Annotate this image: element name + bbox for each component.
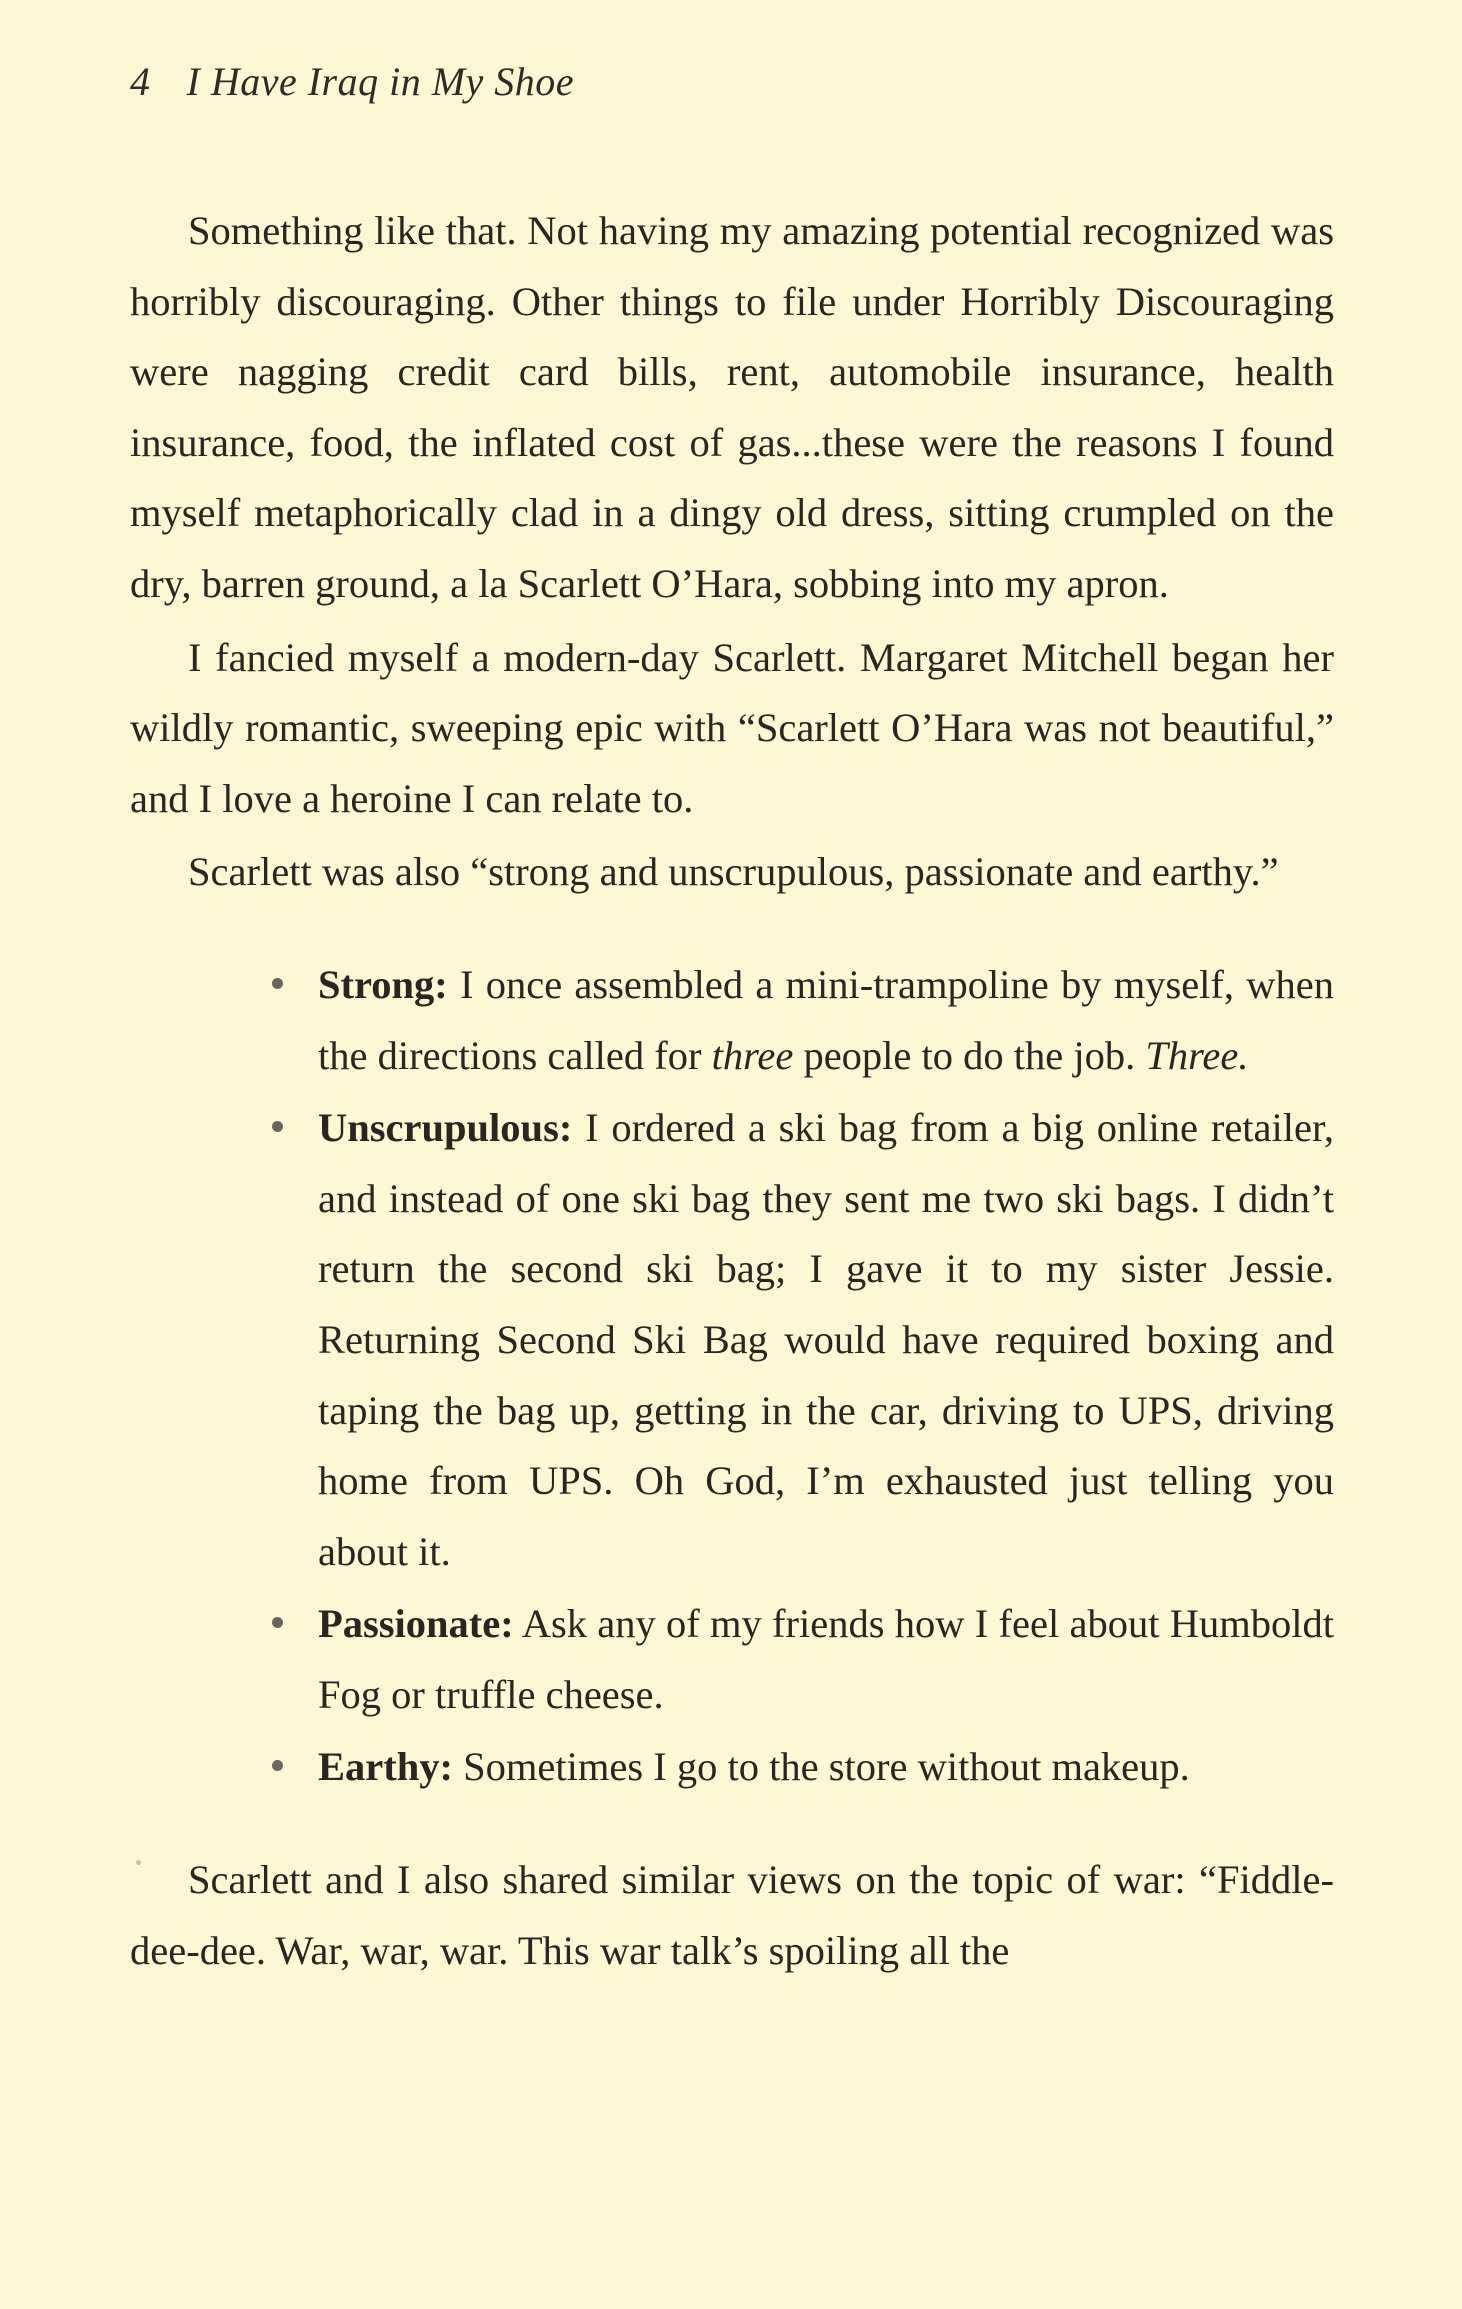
list-item — [318, 1589, 1334, 1730]
bullet-icon — [272, 1760, 283, 1771]
bullet-icon — [272, 978, 283, 989]
book-title: I Have Iraq in My Shoe — [186, 59, 575, 104]
bullet-term: Passionate: — [318, 1601, 514, 1647]
running-head — [130, 58, 574, 105]
list-item — [318, 1732, 1334, 1803]
bullet-text: I once assembled a mini-trampoline by myself, when the directions called for — [318, 961, 1334, 1078]
bullet-text: Sometimes I go to the store without makeup. — [453, 1744, 1190, 1790]
list-item — [318, 1093, 1334, 1587]
bullet-term: Unscrupulous: — [318, 1105, 573, 1151]
paragraph: Scarlett was also “strong and unscrupulous, passionate and earthy.” — [188, 849, 1279, 895]
paragraph: Scarlett and I also shared similar views on the topic of war: “Fiddle-dee-dee. War, war, war. This war talk’s spoiling all the — [130, 1857, 1334, 1973]
bullet-icon — [272, 1121, 283, 1132]
bullet-term: Strong: — [318, 961, 448, 1007]
bullet-list — [130, 950, 1334, 1803]
paragraph: Something like that. Not having my amazing potential recognized was horribly discouraging. Other things to file under Horribly Discouraging were nagging credit card bills, rent, automobile insurance, health insurance, food, the inflated cost of gas...these were the reasons I found myself metaphorically clad in a dingy old dress, sitting crumpled on the dry, barren ground, a la Scarlett O’Hara, sobbing into my apron. — [130, 208, 1334, 606]
bullet-emphasis: Three. — [1145, 1032, 1249, 1078]
paper-speck — [136, 1860, 141, 1865]
page-number: 4 — [130, 59, 151, 104]
bullet-emphasis: three — [711, 1032, 794, 1078]
bullet-term: Earthy: — [318, 1744, 453, 1790]
bullet-icon — [272, 1617, 283, 1628]
paragraph: I fancied myself a modern-day Scarlett. Margaret Mitchell began her wildly romantic, sweeping epic with “Scarlett O’Hara was not beautiful,” and I love a heroine I can relate to. — [130, 634, 1334, 821]
body-text — [130, 196, 1334, 1986]
bullet-text: Ask any of my friends how I feel about Humboldt Fog or truffle cheese. — [318, 1601, 1334, 1717]
bullet-text: people to do the job. — [793, 1032, 1146, 1078]
bullet-text: I ordered a ski bag from a big online retailer, and instead of one ski bag they sent me two ski bags. I didn’t return the second ski bag; I gave it to my sister Jessie. Returning Second Ski Bag would have required boxing and taping the bag up, getting in the car, driving to UPS, driving home from UPS. Oh God, I’m exhausted just telling you about it. — [318, 1105, 1334, 1574]
list-item — [318, 950, 1334, 1091]
